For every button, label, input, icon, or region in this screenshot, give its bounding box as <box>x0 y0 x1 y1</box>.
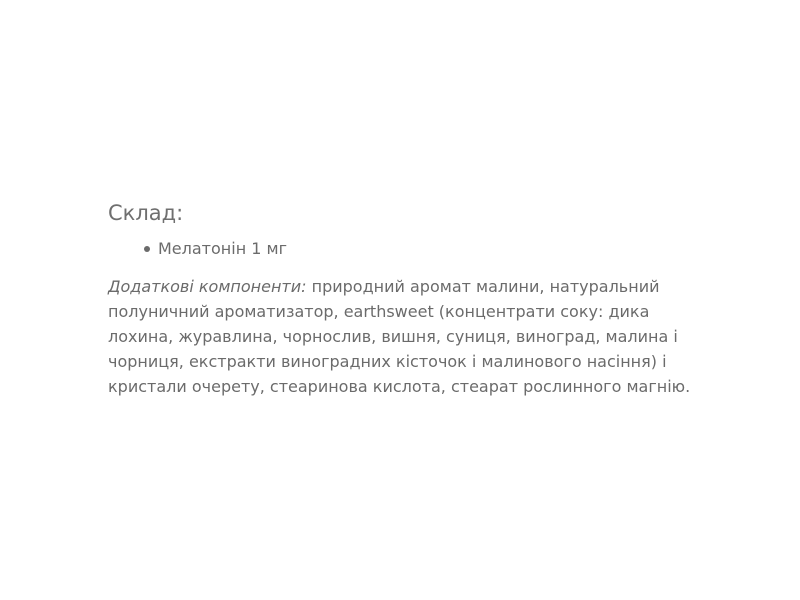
bullet-icon <box>144 246 150 252</box>
composition-section <box>108 198 708 399</box>
additional-components-paragraph <box>108 274 708 399</box>
additional-components-text: природний аромат малини, натуральний полуничний ароматизатор, earthsweet (концентрати соку: дика лохина, журавлина, чорнослив, вишня, суниця, виноград, малина і чорниця, екстракти виноградних кісточок і малинового насіння) і кристали очерету, стеаринова кислота, стеарат рослинного магнію. <box>108 277 691 396</box>
additional-components-label: Додаткові компоненти: <box>108 277 307 296</box>
ingredient-text: Мелатонін 1 мг <box>158 239 287 258</box>
list-item <box>144 236 708 262</box>
composition-heading: Склад: <box>108 201 184 225</box>
ingredients-list <box>108 236 708 262</box>
